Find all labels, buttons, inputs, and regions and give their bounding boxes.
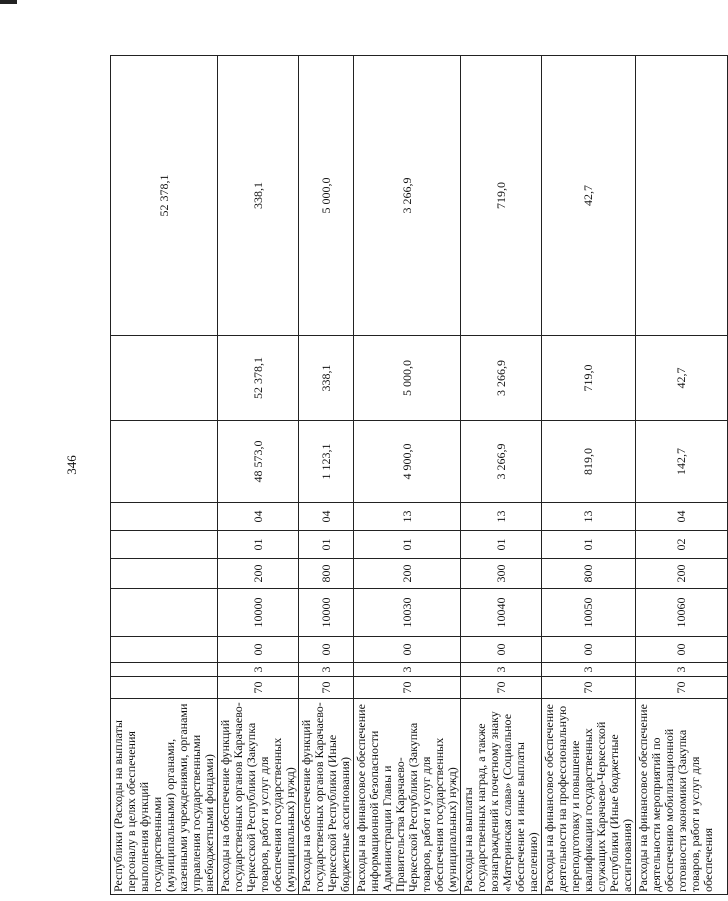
table-row (354, 56, 461, 895)
cell-c4: 10030 (354, 589, 461, 637)
cell-v2 (111, 336, 218, 421)
cell-c3 (111, 637, 218, 663)
cell-v2: 42,7 (636, 336, 728, 421)
cell-v3: 338,1 (218, 56, 299, 336)
cell-c6 (111, 531, 218, 559)
cell-v2: 5 000,0 (354, 336, 461, 421)
cell-c5 (111, 559, 218, 589)
row-description: Республики (Расходы на выплаты персоналу в целях обеспечения выполнения функций государственными (муниципальными) органами, казенными учреждениями, органами управления государственными внебюджетными фондами) (111, 699, 218, 895)
cell-c3: 00 (299, 637, 354, 663)
cell-c6: 01 (354, 531, 461, 559)
row-description: Расходы на финансовое обеспечение информационной безопасности Администрации Главы и Правительства Карачаево-Черкесской Республики (Закупка товаров, работ и услуг для обеспечения государственных (муниципальных) нужд) (354, 699, 461, 895)
cell-c1: 70 (542, 677, 636, 699)
cell-v3: 719,0 (461, 56, 542, 336)
cell-c4 (111, 589, 218, 637)
page-number: 346 (64, 455, 79, 475)
cell-c4: 10050 (542, 589, 636, 637)
budget-table (110, 55, 728, 895)
cell-c4: 10060 (636, 589, 728, 637)
cell-c5: 200 (636, 559, 728, 589)
table-row (299, 56, 354, 895)
cell-c7: 13 (354, 503, 461, 531)
row-description: Расходы на финансовое обеспечение деятельности мероприятий по обеспечению мобилизационной готовности экономики (Закупка товаров, работ и услуг для обеспечения (636, 699, 728, 895)
cell-c5: 300 (461, 559, 542, 589)
row-description: Расходы на выплаты государственных наград, а также вознаграждений к почетному знаку «Материнская слава» (Социальное обеспечение и иные выплаты населению) (461, 699, 542, 895)
cell-c6: 01 (218, 531, 299, 559)
cell-c3: 00 (354, 637, 461, 663)
cell-c2: 3 (299, 663, 354, 677)
cell-c5: 800 (299, 559, 354, 589)
table-row (461, 56, 542, 895)
cell-c6: 01 (461, 531, 542, 559)
table-row (218, 56, 299, 895)
cell-c5: 200 (218, 559, 299, 589)
cell-c5: 800 (542, 559, 636, 589)
cell-c4: 10000 (299, 589, 354, 637)
table-row (542, 56, 636, 895)
cell-c3: 00 (218, 637, 299, 663)
cell-c7: 04 (299, 503, 354, 531)
cell-c3: 00 (636, 637, 728, 663)
cell-c2: 3 (542, 663, 636, 677)
table-row (636, 56, 728, 895)
table-row (111, 56, 218, 895)
cell-c7: 04 (218, 503, 299, 531)
rotated-budget-table-area (110, 56, 715, 895)
row-description: Расходы на обеспечение функций государственных органов Карачаево-Черкесской Республики (Закупка товаров, работ и услуг для обеспечения государственных (муниципальных) нужд) (218, 699, 299, 895)
cell-c1: 70 (354, 677, 461, 699)
cell-v2: 3 266,9 (461, 336, 542, 421)
cell-v1: 819,0 (542, 421, 636, 503)
cell-c4: 10000 (218, 589, 299, 637)
cell-c5: 200 (354, 559, 461, 589)
cell-c2: 3 (636, 663, 728, 677)
cell-v1: 1 123,1 (299, 421, 354, 503)
cell-c3: 00 (542, 637, 636, 663)
cell-v3: 3 266,9 (354, 56, 461, 336)
cell-c1: 70 (636, 677, 728, 699)
cell-c7 (111, 503, 218, 531)
cell-c1: 70 (461, 677, 542, 699)
cell-c1: 70 (299, 677, 354, 699)
cell-v2: 52 378,1 (218, 336, 299, 421)
cell-c2: 3 (461, 663, 542, 677)
cell-c7: 13 (461, 503, 542, 531)
cell-c4: 10040 (461, 589, 542, 637)
cell-v1: 142,7 (636, 421, 728, 503)
cell-c6: 01 (299, 531, 354, 559)
cell-v1: 3 266,9 (461, 421, 542, 503)
cell-c2: 3 (354, 663, 461, 677)
cell-v3: 52 378,1 (111, 56, 218, 336)
cell-v2: 338,1 (299, 336, 354, 421)
row-description: Расходы на финансовое обеспечение деятельности на профессиональную переподготовку и повышение квалификации государственных служащих Карачаево-Черкесской Республики (Иные бюджетные ассигнования) (542, 699, 636, 895)
cell-c7: 04 (636, 503, 728, 531)
cell-c2: 3 (218, 663, 299, 677)
cell-c6: 02 (636, 531, 728, 559)
cell-v2: 719,0 (542, 336, 636, 421)
cell-c6: 01 (542, 531, 636, 559)
cell-c1 (111, 677, 218, 699)
cell-c2 (111, 663, 218, 677)
cell-v3: 42,7 (542, 56, 636, 336)
cell-c7: 13 (542, 503, 636, 531)
cell-v3 (636, 56, 728, 336)
cell-c1: 70 (218, 677, 299, 699)
corner-scan-mark (0, 0, 17, 4)
cell-v1 (111, 421, 218, 503)
cell-v3: 5 000,0 (299, 56, 354, 336)
row-description: Расходы на обеспечение функций государственных органов Карачаево-Черкесской Республики (Иные бюджетные ассигнования) (299, 699, 354, 895)
cell-v1: 4 900,0 (354, 421, 461, 503)
cell-v1: 48 573,0 (218, 421, 299, 503)
cell-c3: 00 (461, 637, 542, 663)
